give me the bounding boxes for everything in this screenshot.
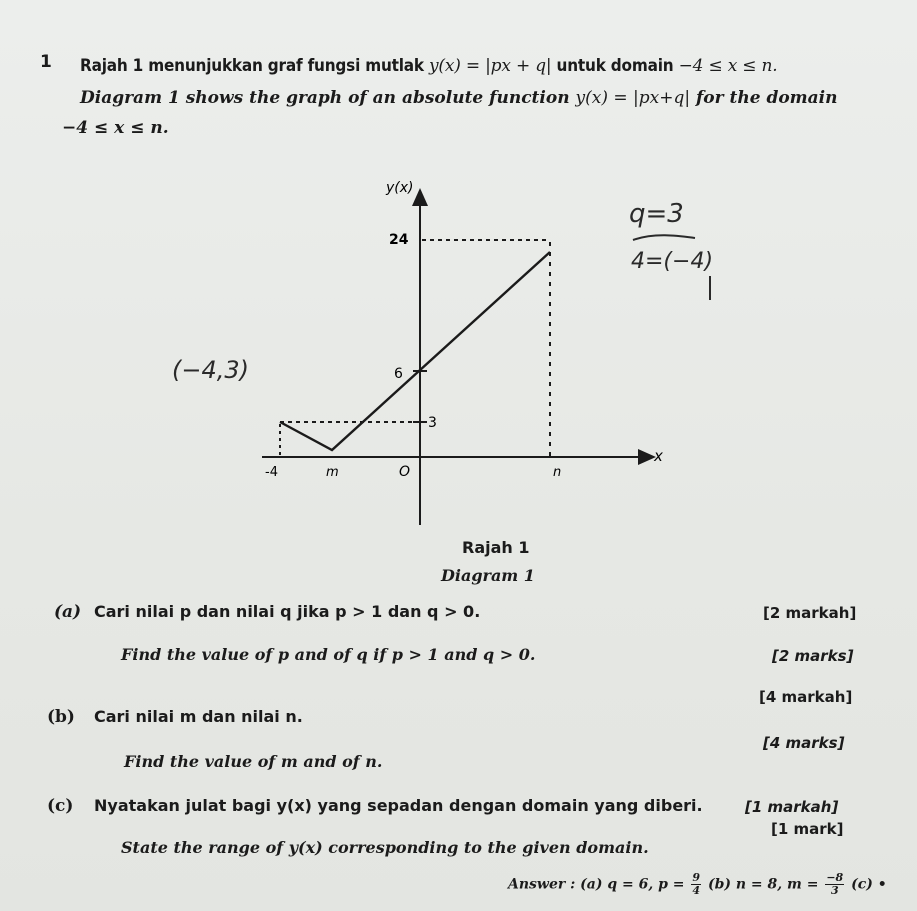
- part-b-english-marks: [4 marks]: [763, 734, 845, 752]
- answer-b-m-numerator: −8: [826, 871, 844, 884]
- question-malay-stem: [80, 56, 777, 76]
- part-a-english-marks: [2 marks]: [772, 647, 854, 665]
- origin-label: O: [399, 464, 411, 480]
- part-b-english: Find the value of m and of n.: [124, 752, 383, 771]
- answer-a-p-denominator: 4: [692, 884, 701, 897]
- part-c-malay: Nyatakan julat bagi y(x) yang sepadan dengan domain yang diberi.: [94, 796, 703, 815]
- part-c-english-marks: [1 mark]: [771, 820, 844, 838]
- part-b-label: (b): [47, 707, 75, 727]
- part-a-malay: Cari nilai p dan nilai q jika p > 1 dan q > 0.: [94, 602, 481, 621]
- english-intro: Diagram 1 shows the graph of an absolute function: [80, 88, 570, 108]
- malay-function: y(x) = |px + q|: [429, 56, 552, 76]
- english-function: y(x) = |px+q|: [575, 88, 691, 108]
- malay-domain: −4 ≤ x ≤ n.: [678, 56, 778, 76]
- english-domain: −4 ≤ x ≤ n.: [62, 118, 169, 138]
- caption-malay: Rajah 1: [462, 538, 530, 557]
- part-b-malay-marks: [4 markah]: [759, 688, 853, 706]
- question-number: 1: [40, 52, 52, 72]
- answer-b-m-denominator: 3: [830, 884, 839, 897]
- part-c-label: (c): [47, 796, 74, 816]
- handwritten-note-left: [170, 346, 300, 396]
- tick-label-m: m: [326, 465, 339, 480]
- answer-a-p-numerator: 9: [692, 871, 701, 884]
- answer-prefix: Answer : (a): [508, 876, 603, 893]
- answer-a-p-lhs: p =: [658, 876, 685, 893]
- answer-b-m-fraction: [825, 872, 844, 897]
- part-a-malay-marks: [2 markah]: [763, 604, 857, 622]
- part-a-english: Find the value of p and of q if p > 1 and q > 0.: [121, 645, 536, 664]
- y-axis-label: y(x): [386, 180, 414, 196]
- caption-english: Diagram 1: [441, 566, 535, 585]
- function-curve: [280, 252, 550, 450]
- x-axis-label: x: [654, 447, 663, 465]
- tick-label-neg4: -4: [265, 465, 278, 480]
- answer-c-tail: •: [877, 876, 887, 893]
- tick-label-n: n: [553, 465, 562, 480]
- tick-label-6: 6: [394, 366, 403, 382]
- answer-a-p-fraction: [691, 872, 701, 897]
- part-c-english: State the range of y(x) corresponding to the given domain.: [121, 838, 649, 857]
- tick-label-24: 24: [389, 232, 409, 248]
- handwritten-note-2: 4=(−4): [631, 249, 714, 274]
- tick-label-3: 3: [428, 415, 437, 431]
- malay-intro: Rajah 1 menunjukkan graf fungsi mutlak: [80, 56, 424, 76]
- part-c-malay-marks: [1 markah]: [745, 798, 839, 816]
- part-a-label: (a): [54, 602, 82, 622]
- answer-line: [508, 872, 887, 897]
- answer-b-label: (b): [707, 876, 731, 893]
- english-domain-text: for the domain: [695, 88, 838, 108]
- answer-a-q: q = 6,: [607, 876, 654, 893]
- answer-b-m-lhs: m =: [787, 876, 819, 893]
- part-b-malay: Cari nilai m dan nilai n.: [94, 707, 303, 726]
- handwritten-note-3: (−4,3): [172, 356, 250, 384]
- handwritten-note-1: q=3: [629, 199, 684, 229]
- handwritten-note-right: [625, 196, 775, 306]
- answer-c-label: (c): [851, 876, 873, 893]
- malay-domain-text: untuk domain: [556, 56, 674, 76]
- answer-b-n: n = 8,: [735, 876, 783, 893]
- question-english-stem: [80, 88, 838, 108]
